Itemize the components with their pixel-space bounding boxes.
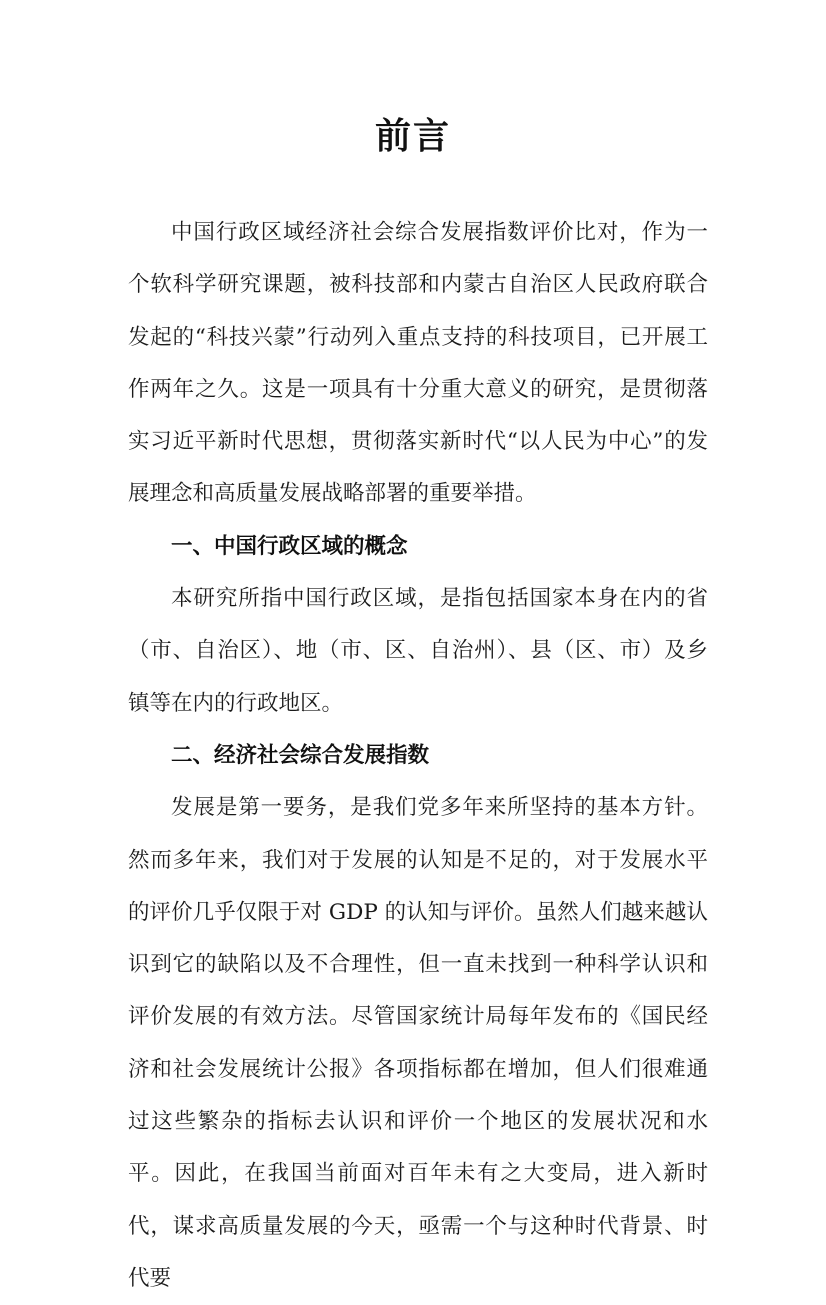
page-title: 前言 [374, 116, 451, 157]
section-heading-1: 一、中国行政区域的概念 [171, 533, 408, 559]
section-heading-2: 二、经济社会综合发展指数 [171, 742, 430, 768]
paragraph-intro: 中国行政区域经济社会综合发展指数评价比对，作为一个软科学研究课题，被科技部和内蒙古自治区人民政府联合发起的“科技兴蒙”行动列入重点支持的科技项目，已开展工作两年之久。这是一项具有十分重大意义的研究，是贯彻落实习近平新时代思想，贯彻落实新时代“以人民为中心”的发展理念和高质量发展战略部署的重要举措。 [128, 220, 708, 507]
document-body [128, 207, 708, 1305]
paragraph-region-concept: 本研究所指中国行政区域，是指包括国家本身在内的省（市、自治区）、地（市、区、自治州）、县（区、市）及乡镇等在内的行政地区。 [128, 586, 708, 716]
paragraph-development-index: 发展是第一要务，是我们党多年来所坚持的基本方针。然而多年来，我们对于发展的认知是不足的，对于发展水平的评价几乎仅限于对 GDP 的认知与评价。虽然人们越来越认识到它的缺陷以及不合理性，但一直未找到一种科学认识和评价发展的有效方法。尽管国家统计局每年发布的《国民经济和社会发展统计公报》各项指标都在增加，但人们很难通过这些繁杂的指标去认识和评价一个地区的发展状况和水平。因此，在我国当前面对百年未有之大变局，进入新时代，谋求高质量发展的今天，亟需一个与这种时代背景、时代要 [128, 795, 708, 1291]
